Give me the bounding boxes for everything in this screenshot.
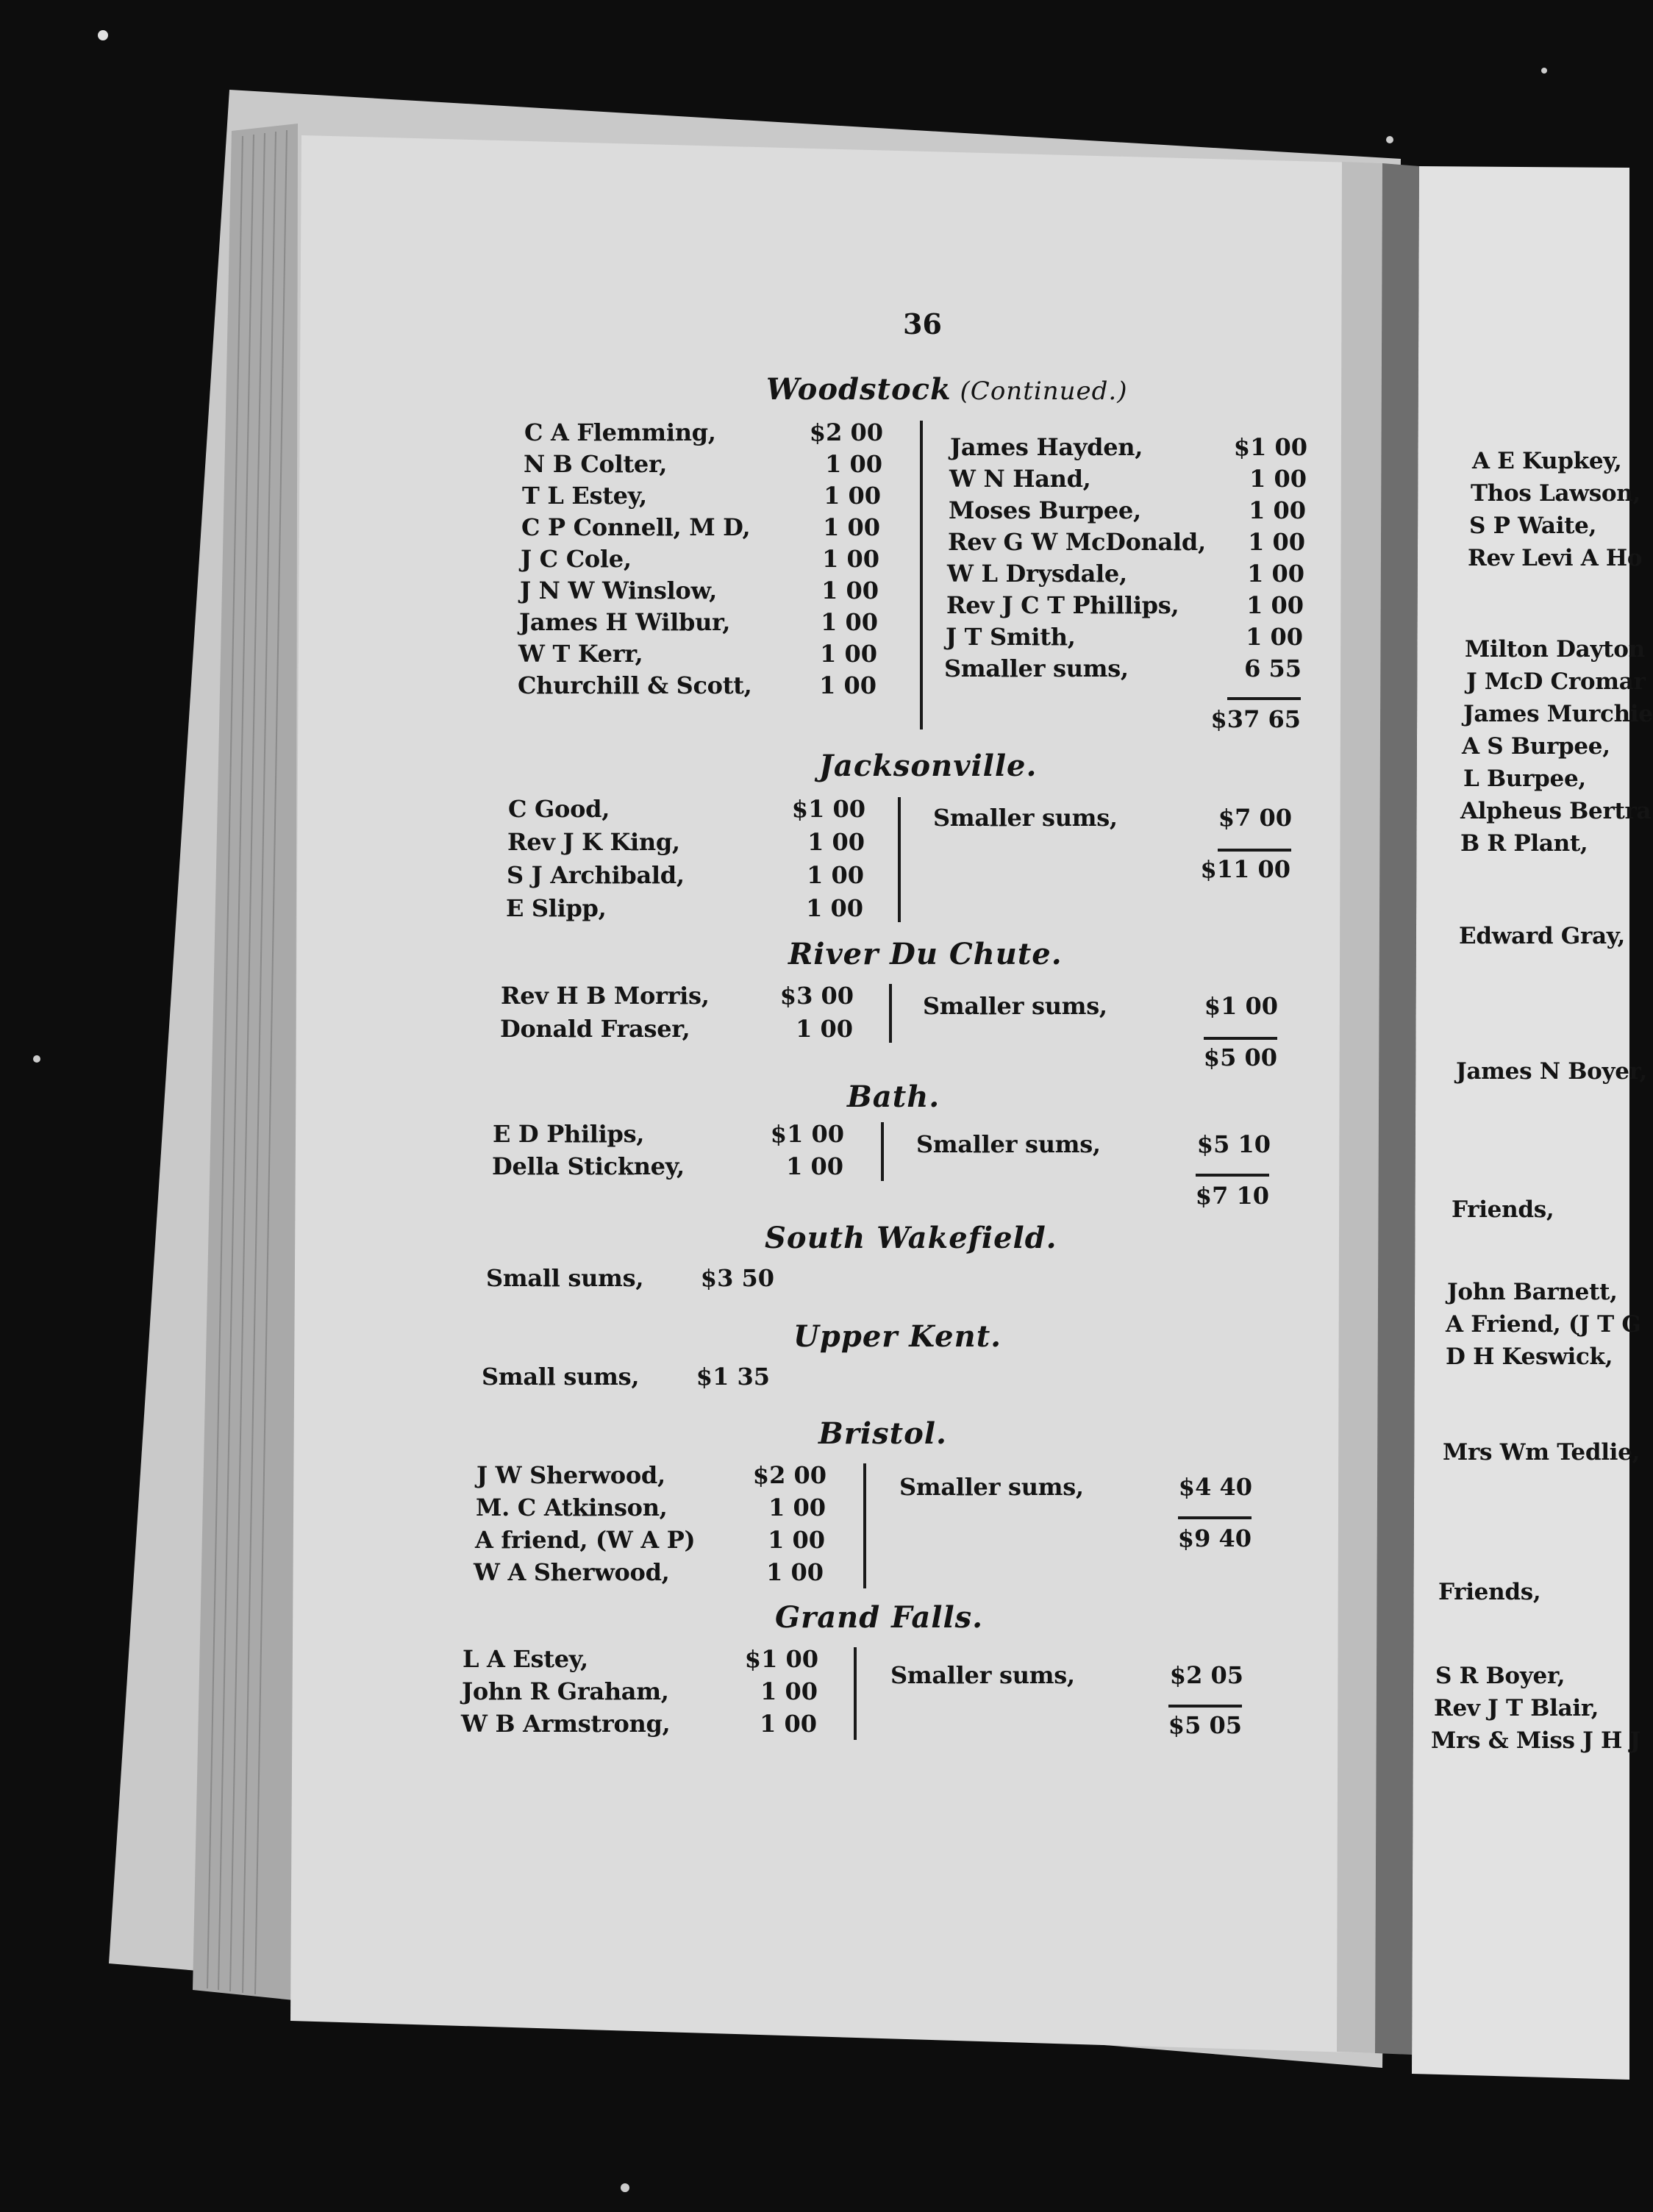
donation-amount: 1 00	[768, 1494, 826, 1521]
section-total: $7 10	[1195, 1182, 1269, 1210]
donation-amount: 1 00	[760, 1677, 818, 1705]
facing-page-entry: John Barnett,	[1447, 1279, 1618, 1305]
facing-page-entry: L Burpee,	[1463, 766, 1586, 792]
donation-amount: 1 00	[1246, 591, 1304, 619]
donation-amount: $1 00	[1204, 992, 1278, 1020]
facing-page-entry: Thos Lawson,	[1471, 480, 1640, 507]
facing-page-entry: D H Keswick,	[1446, 1344, 1613, 1370]
continued-note: (Continued.)	[951, 377, 1128, 406]
donation-amount: 1 00	[1249, 496, 1306, 524]
donor-name: James Hayden,	[950, 433, 1143, 461]
donor-name: A friend, (W A P)	[475, 1526, 696, 1554]
facing-page-entry: Friends,	[1452, 1196, 1554, 1223]
column-divider	[920, 421, 923, 729]
donor-name: E Slipp,	[506, 894, 607, 922]
facing-page-entry: Mrs & Miss J H J	[1431, 1727, 1640, 1754]
section-heading-jacksonville: Jacksonville.	[819, 749, 1038, 783]
donation-amount: 1 00	[821, 608, 878, 636]
facing-page-entry: Milton Dayton	[1465, 636, 1645, 663]
donation-amount: 1 00	[806, 894, 863, 922]
facing-page-entry: A Friend, (J T G	[1446, 1311, 1641, 1338]
section-heading-bristol: Bristol.	[818, 1416, 947, 1451]
donor-name: W T Kerr,	[518, 640, 643, 668]
total-rule	[1227, 697, 1301, 700]
column-divider	[881, 1122, 884, 1181]
donation-amount: $1 00	[791, 795, 865, 823]
donor-name: Smaller sums,	[916, 1130, 1101, 1158]
donor-name: M. C Atkinson,	[476, 1494, 668, 1521]
donation-amount: 1 00	[768, 1526, 825, 1554]
total-rule	[1168, 1705, 1242, 1708]
donation-amount: $2 00	[752, 1461, 826, 1489]
donation-amount: 1 00	[823, 513, 880, 541]
section-heading-grand-falls: Grand Falls.	[775, 1600, 984, 1635]
facing-page-entry: Friends,	[1438, 1579, 1541, 1605]
donation-amount: $1 35	[696, 1363, 770, 1391]
donor-name: J N W Winslow,	[520, 577, 717, 604]
donation-amount: $4 40	[1178, 1473, 1252, 1501]
donor-name: J W Sherwood,	[476, 1461, 665, 1489]
facing-page-entry: Mrs Wm Tedlie,	[1443, 1439, 1640, 1466]
donor-name: W B Armstrong,	[461, 1710, 671, 1738]
section-heading-bath: Bath.	[847, 1080, 940, 1114]
facing-page-entry: A E Kupkey,	[1472, 448, 1622, 474]
column-divider	[898, 797, 901, 922]
donor-name: Smaller sums,	[890, 1661, 1075, 1689]
facing-page-entry: Rev Levi A Ho	[1468, 545, 1643, 571]
donor-name: T L Estey,	[522, 482, 647, 510]
donor-name: Smaller sums,	[899, 1473, 1084, 1501]
donor-name: Smaller sums,	[944, 654, 1129, 682]
section-total: $5 00	[1203, 1043, 1277, 1071]
section-total: $11 00	[1200, 855, 1290, 883]
donor-name: J T Smith,	[946, 623, 1076, 651]
section-total: $5 05	[1168, 1711, 1242, 1739]
donor-name: Rev J K King,	[507, 828, 680, 856]
section-total: $37 65	[1210, 705, 1301, 733]
facing-page-entry: Alpheus Bertra	[1460, 798, 1652, 824]
donor-name: Rev G W McDonald,	[948, 528, 1206, 556]
donor-name: L A Estey,	[463, 1645, 588, 1673]
donation-amount: 1 00	[821, 577, 879, 604]
donor-name: James H Wilbur,	[519, 608, 731, 636]
column-divider	[854, 1647, 857, 1740]
donation-amount: 1 00	[822, 545, 879, 573]
donor-name: C P Connell, M D,	[521, 513, 751, 541]
total-rule	[1218, 849, 1291, 852]
column-divider	[863, 1463, 866, 1588]
donation-amount: 1 00	[1247, 560, 1304, 588]
donor-name: Della Stickney,	[492, 1152, 685, 1180]
donation-amount: 1 00	[807, 861, 864, 889]
total-rule	[1178, 1516, 1252, 1519]
donation-amount: 1 00	[820, 640, 877, 668]
donor-name: Small sums,	[482, 1363, 640, 1391]
facing-page-entry: J McD Cromar	[1466, 668, 1646, 695]
donor-name: S J Archibald,	[507, 861, 685, 889]
donation-amount: 1 00	[824, 482, 881, 510]
donation-amount: $2 05	[1169, 1661, 1243, 1689]
donation-amount: 1 00	[825, 450, 882, 478]
facing-page-entry: B R Plant,	[1460, 830, 1588, 857]
section-heading-upper-kent: Upper Kent.	[793, 1319, 1002, 1354]
donor-name: Rev J C T Phillips,	[946, 591, 1179, 619]
section-heading-south-wakefield: South Wakefield.	[765, 1221, 1057, 1255]
donor-name: Rev H B Morris,	[501, 982, 710, 1010]
section-heading-woodstock: Woodstock (Continued.)	[766, 372, 1128, 407]
facing-page-entry: A S Burpee,	[1462, 733, 1610, 760]
donor-name: J C Cole,	[521, 545, 632, 573]
donor-name: W L Drysdale,	[947, 560, 1127, 588]
donation-amount: $3 00	[779, 982, 854, 1010]
donation-amount: 1 00	[807, 828, 865, 856]
total-rule	[1196, 1174, 1269, 1177]
donor-name: Smaller sums,	[933, 804, 1118, 832]
column-divider	[889, 984, 892, 1043]
donation-amount: $1 00	[770, 1120, 844, 1148]
donation-amount: 1 00	[796, 1015, 853, 1043]
facing-page-entry: James N Boyer,	[1456, 1058, 1647, 1085]
donor-name: Churchill & Scott,	[518, 671, 752, 699]
donation-amount: 1 00	[1249, 465, 1307, 493]
donation-amount: $1 00	[744, 1645, 818, 1673]
section-total: $9 40	[1177, 1524, 1252, 1552]
donor-name: E D Philips,	[493, 1120, 645, 1148]
donor-name: Moses Burpee,	[949, 496, 1141, 524]
donation-amount: 6 55	[1244, 654, 1302, 682]
donation-amount: 1 00	[819, 671, 877, 699]
donor-name: C Good,	[508, 795, 610, 823]
facing-page-entry: S P Waite,	[1469, 513, 1597, 539]
facing-page-entry: Edward Gray,	[1459, 923, 1626, 949]
donation-amount: $7 00	[1218, 804, 1292, 832]
donor-name: John R Graham,	[462, 1677, 669, 1705]
total-rule	[1204, 1037, 1277, 1040]
donor-name: Smaller sums,	[923, 992, 1107, 1020]
section-heading-river-du-chute: River Du Chute.	[788, 937, 1063, 971]
donation-amount: $5 10	[1196, 1130, 1271, 1158]
donation-amount: 1 00	[1248, 528, 1305, 556]
donor-name: Small sums,	[486, 1264, 644, 1292]
donor-name: W N Hand,	[949, 465, 1091, 493]
donation-amount: $3 50	[700, 1264, 774, 1292]
donation-amount: 1 00	[760, 1710, 817, 1738]
donation-amount: 1 00	[786, 1152, 843, 1180]
facing-page-entry: S R Boyer,	[1435, 1663, 1565, 1689]
donor-name: W A Sherwood,	[474, 1558, 670, 1586]
donor-name: C A Flemming,	[524, 418, 716, 446]
donor-name: N B Colter,	[524, 450, 668, 478]
donation-amount: 1 00	[1246, 623, 1303, 651]
page-number: 36	[903, 307, 942, 340]
facing-page-entry: Rev J T Blair,	[1434, 1695, 1599, 1722]
facing-page-entry: James Murchie	[1463, 701, 1653, 727]
donation-amount: 1 00	[766, 1558, 824, 1586]
donation-amount: $1 00	[1233, 433, 1307, 461]
donor-name: Donald Fraser,	[500, 1015, 690, 1043]
donation-amount: $2 00	[809, 418, 883, 446]
